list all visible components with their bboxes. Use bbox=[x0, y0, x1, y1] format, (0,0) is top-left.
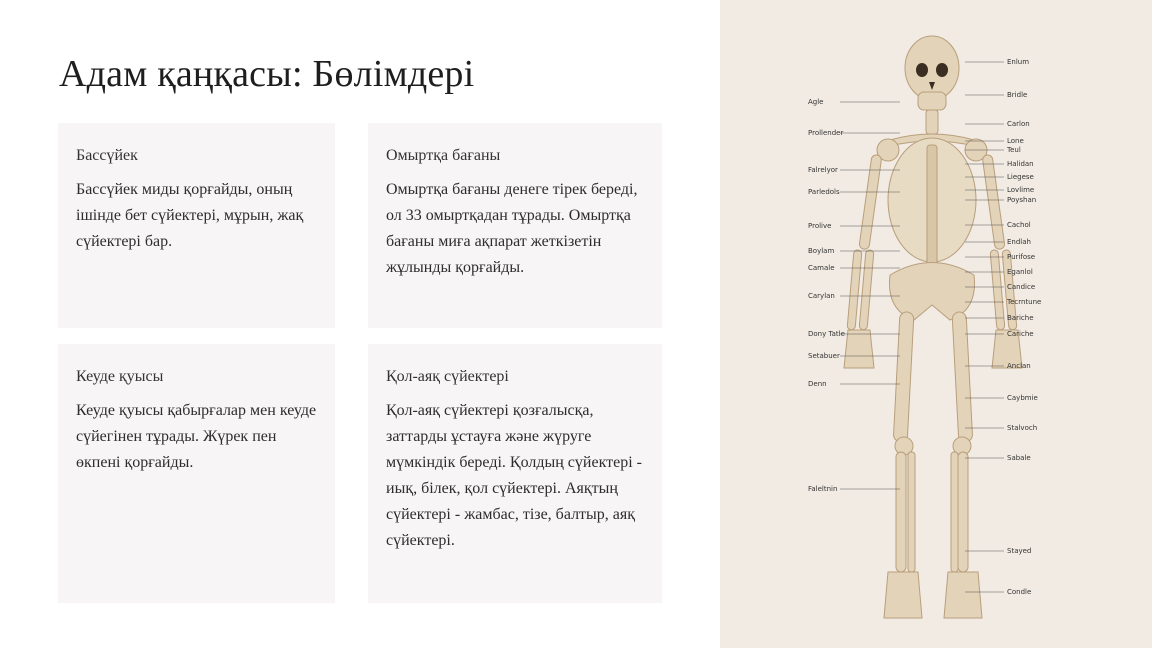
skeleton-label-right: Lone bbox=[1007, 137, 1024, 145]
skeleton-label-left: Faleltnin bbox=[808, 485, 838, 493]
card-chest bbox=[58, 344, 335, 603]
card-spine bbox=[368, 123, 662, 328]
skeleton-label-right: Eganlol bbox=[1007, 268, 1033, 276]
card-body: Кеуде қуысы қабырғалар мен кеуде сүйегінен тұрады. Жүрек пен өкпені қорғайды. bbox=[76, 402, 317, 471]
skeleton-label-left: Carylan bbox=[808, 292, 835, 300]
skeleton-label-right: Enlum bbox=[1007, 58, 1030, 66]
card-title: Кеуде қуысы bbox=[76, 368, 164, 385]
card-title: Қол-аяқ сүйектері bbox=[386, 368, 509, 385]
skeleton-label-right: Purifose bbox=[1007, 253, 1036, 261]
card-limbs bbox=[368, 344, 662, 603]
skeleton-label-right: Carlon bbox=[1007, 120, 1030, 128]
skeleton-label-right: Teul bbox=[1007, 146, 1021, 154]
card-body: Омыртқа бағаны денеге тірек береді, ол 33 омыртқадан тұрады. Омыртқа бағаны миға ақпарат жеткізетін жұлынды қорғайды. bbox=[386, 181, 638, 276]
pelvis-shape bbox=[890, 263, 975, 321]
skeleton-label-right: Endlah bbox=[1007, 238, 1031, 246]
skeleton-label-left: Prolive bbox=[808, 222, 832, 230]
skeleton-label-left: Prollender bbox=[808, 129, 844, 137]
skeleton-label-right: Bariche bbox=[1007, 314, 1034, 322]
skeleton-label-left: Setabuer bbox=[808, 352, 840, 360]
skeleton-label-right: Cariche bbox=[1007, 330, 1034, 338]
skeleton-label-right: Stayed bbox=[1007, 547, 1032, 555]
skeleton-label-right: Bridle bbox=[1007, 91, 1028, 99]
skeleton-label-right: Anclan bbox=[1007, 362, 1031, 370]
skeleton-label-right: Halidan bbox=[1007, 160, 1034, 168]
card-body: Қол-аяқ сүйектері қозғалысқа, заттарды ұстауға және жүруге мүмкіндік береді. Қолдың сүйектері - иық, білек, қол сүйектері. Аяқтың сүйектері - жамбас, тізе, балтыр, аяқ сүйектері. bbox=[386, 402, 642, 549]
card-title: Омыртқа бағаны bbox=[386, 147, 501, 164]
skeleton-label-left: Camale bbox=[808, 264, 835, 272]
skeleton-image bbox=[720, 0, 1152, 648]
slide-title: Адам қаңқасы: Бөлімдері bbox=[59, 53, 475, 95]
skeleton-label-right: Liegese bbox=[1007, 173, 1034, 181]
card-title: Бассүйек bbox=[76, 147, 138, 164]
skeleton-label-left: Boylam bbox=[808, 247, 835, 255]
skeleton-label-right: Poyshan bbox=[1007, 196, 1037, 204]
skeleton-illustration bbox=[720, 0, 1152, 648]
skeleton-label-right: Sabale bbox=[1007, 454, 1031, 462]
skeleton-label-left: Dony Tatle bbox=[808, 330, 845, 338]
card-skull bbox=[58, 123, 335, 328]
skeleton-label-right: Condle bbox=[1007, 588, 1032, 596]
skeleton-label-right: Stalvoch bbox=[1007, 424, 1038, 432]
skeleton-label-right: Candice bbox=[1007, 283, 1036, 291]
skeleton-label-right: Caybmie bbox=[1007, 394, 1038, 402]
skeleton-label-right: Cachol bbox=[1007, 221, 1031, 229]
skeleton-label-left: Falrelyor bbox=[808, 166, 838, 174]
skeleton-label-right: Tecrntune bbox=[1007, 298, 1042, 306]
card-body: Бассүйек миды қорғайды, оның ішінде бет сүйектері, мұрын, жақ сүйектері бар. bbox=[76, 181, 304, 250]
skeleton-label-left: Agle bbox=[808, 98, 824, 106]
skeleton-label-left: Parledols bbox=[808, 188, 840, 196]
skeleton-label-right: Lovlime bbox=[1007, 186, 1035, 194]
skull-shape bbox=[905, 36, 959, 100]
skeleton-label-left: Denn bbox=[808, 380, 827, 388]
